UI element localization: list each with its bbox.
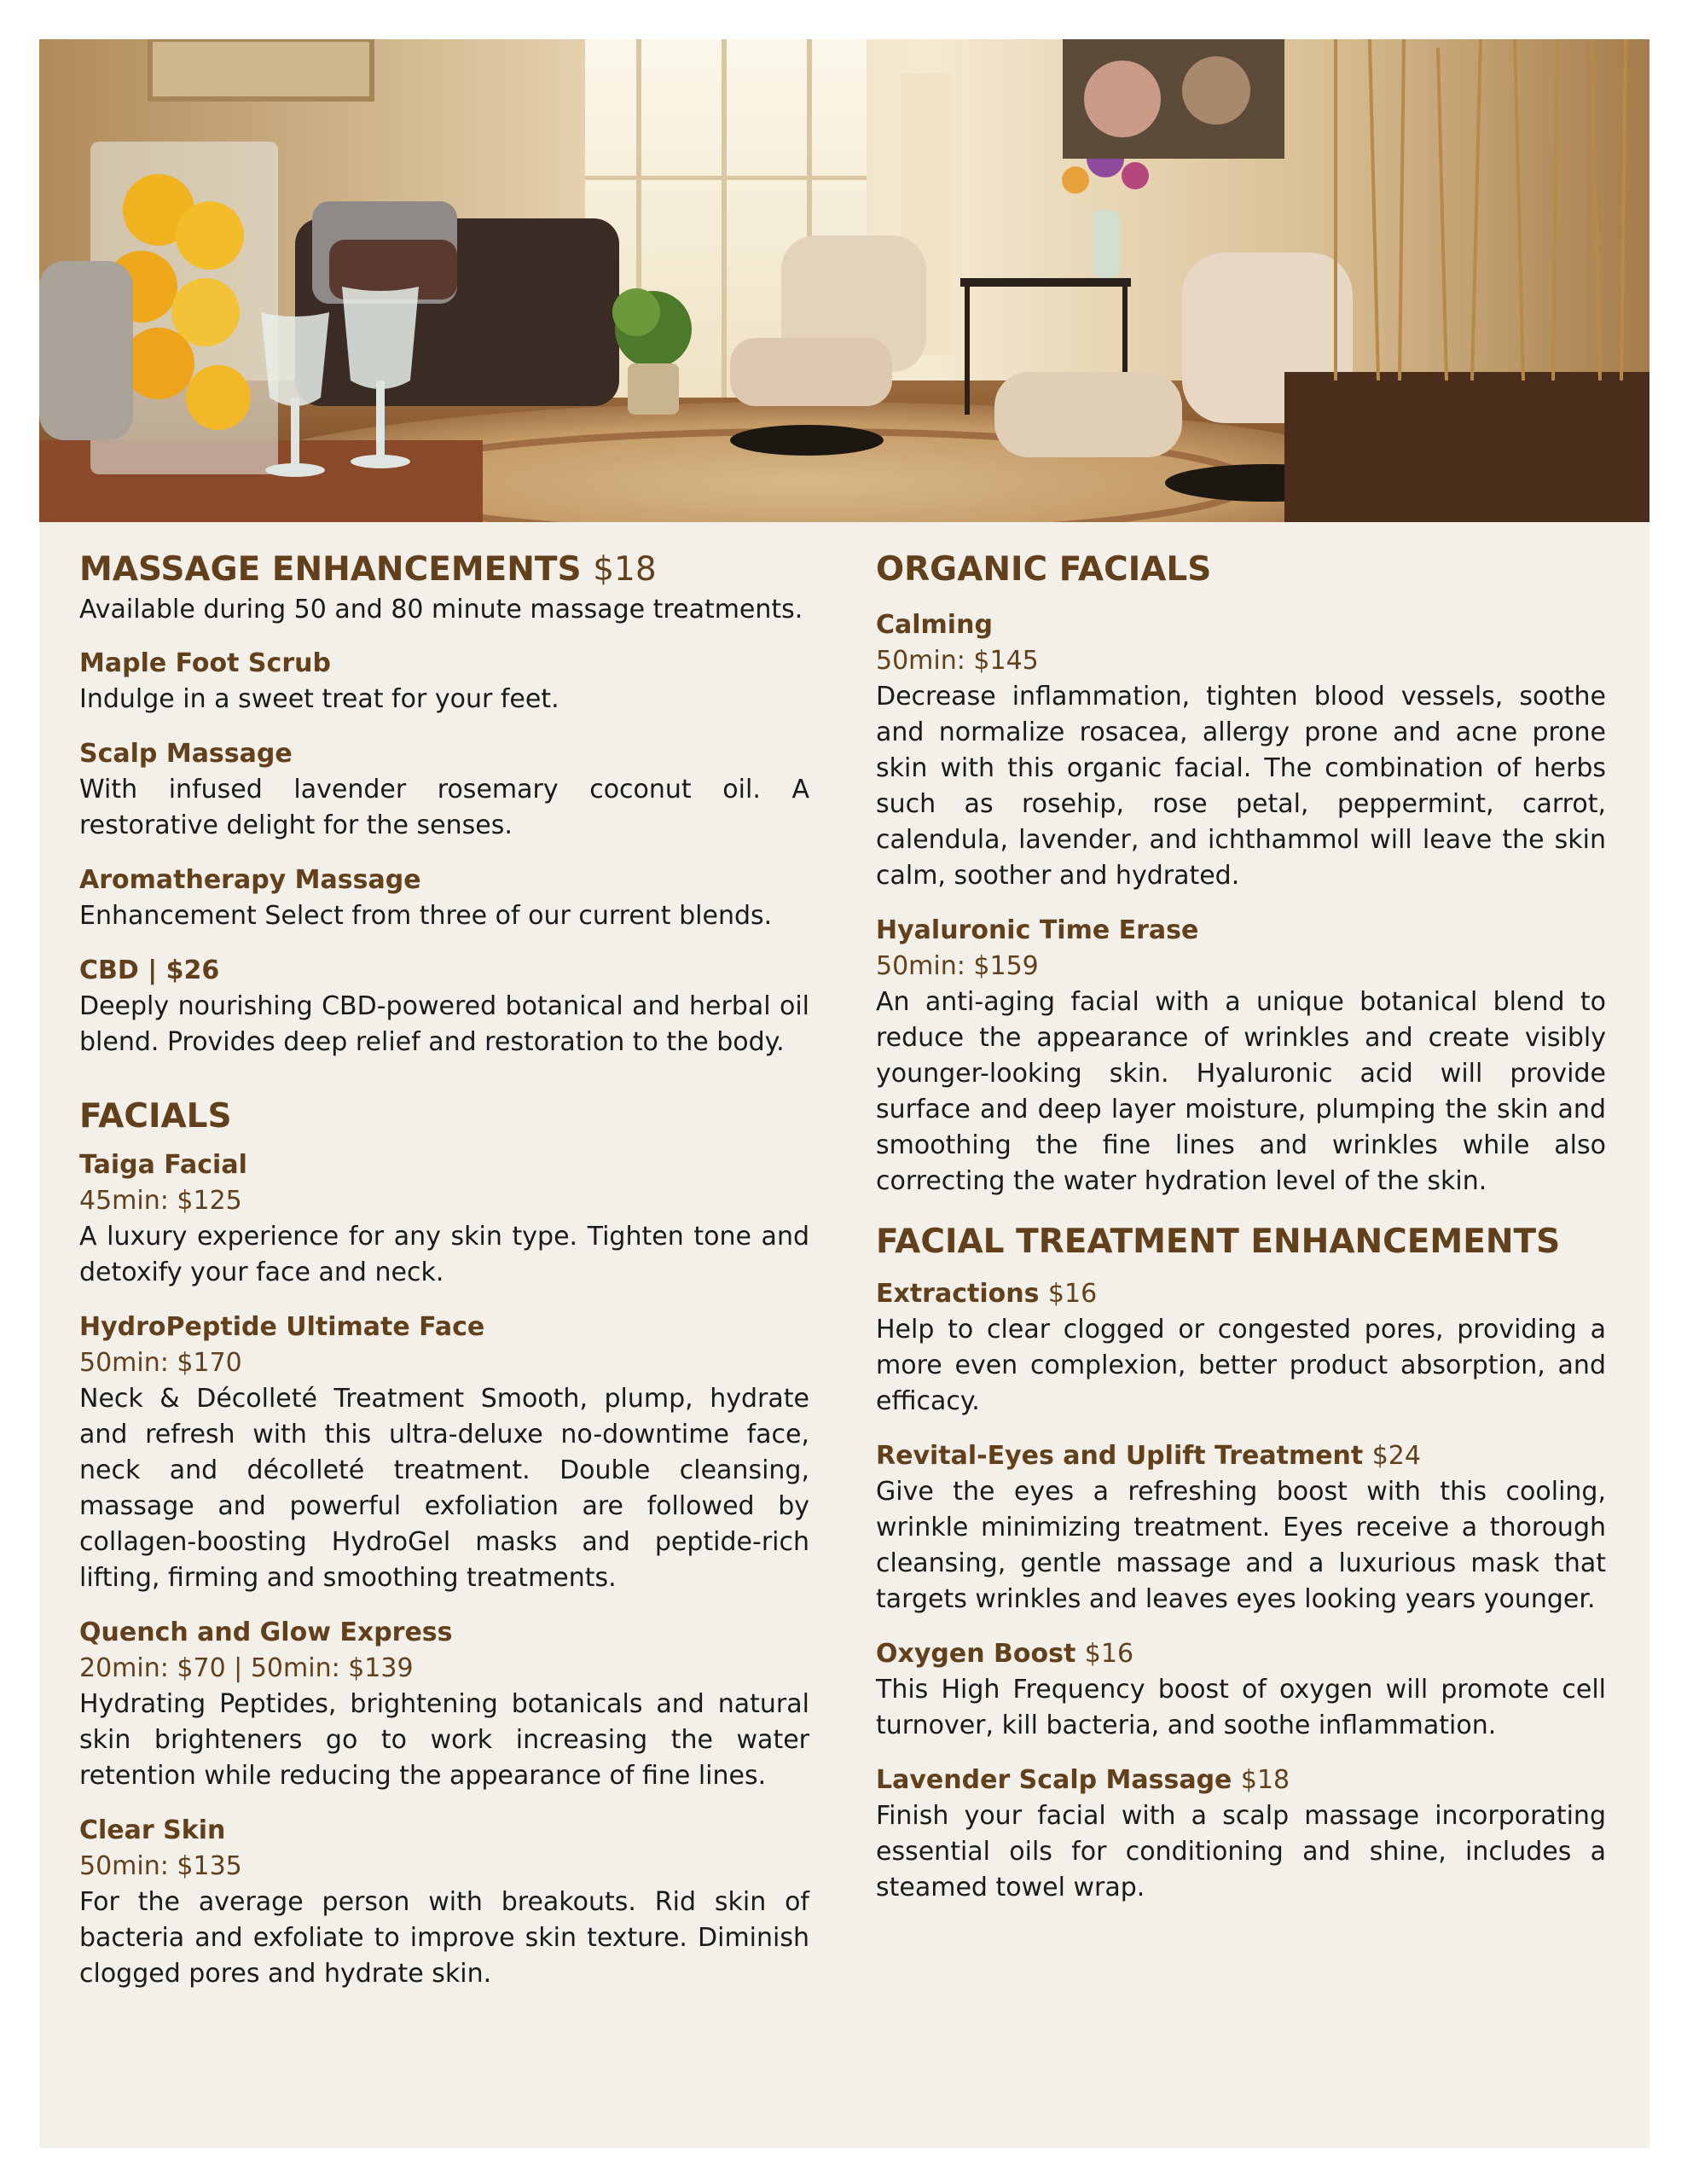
item-price: $16 — [1084, 1639, 1134, 1669]
item-name-text: Lavender Scalp Massage — [876, 1765, 1232, 1795]
item-name — [876, 1636, 1606, 1672]
item-description: Give the eyes a refreshing boost with this cooling, wrinkle minimizing treatment. Eyes receive a thorough cleansing, gentle massage and a luxurious mask that targets wrinkles and leaves eyes looking years younger. — [876, 1477, 1606, 1614]
item-description: With infused lavender rosemary coconut oil. A restorative delight for the senses. — [79, 775, 809, 840]
menu-item — [79, 863, 809, 934]
spa-lounge-photo — [39, 39, 1649, 522]
menu-item — [79, 1615, 809, 1794]
menu-item — [876, 1636, 1606, 1744]
item-name: Taiga Facial — [79, 1150, 247, 1180]
menu-page — [39, 39, 1649, 2148]
item-price: $18 — [1240, 1765, 1290, 1795]
section-price: $18 — [593, 550, 657, 589]
menu-item — [79, 1147, 809, 1291]
item-name — [876, 1763, 1606, 1798]
item-name: Maple Foot Scrub — [79, 648, 331, 678]
item-name: HydroPeptide Ultimate Face — [79, 1312, 485, 1342]
item-name: Quench and Glow Express — [79, 1618, 453, 1647]
item-description: Finish your facial with a scalp massage incorporating essential oils for conditioning and shine, includes a steamed towel wrap. — [876, 1801, 1606, 1902]
item-name — [876, 1276, 1606, 1312]
item-description: Enhancement Select from three of our current blends. — [79, 901, 773, 931]
item-description: Neck & Décolleté Treatment Smooth, plump, hydrate and refresh with this ultra-deluxe no-downtime face, neck and décolleté treatment. Double cleansing, massage and powerful exfoliation are followed by collagen-boosting HydroGel masks and peptide-rich lifting, firming and smoothing treatments. — [79, 1384, 809, 1593]
menu-item — [876, 607, 1606, 894]
item-price: $24 — [1371, 1441, 1421, 1471]
menu-item — [79, 736, 809, 844]
item-description: Deeply nourishing CBD-powered botanical and herbal oil blend. Provides deep relief and restoration to the body. — [79, 991, 809, 1057]
section-title-text: MASSAGE ENHANCEMENTS — [79, 550, 582, 589]
item-name: CBD | $26 — [79, 956, 220, 985]
facial-treatment-enhancements-title: FACIAL TREATMENT ENHANCEMENTS — [876, 1223, 1561, 1261]
item-description: An anti-aging facial with a unique botanical blend to reduce the appearance of wrinkles and create visibly younger-looking skin. Hyaluronic acid will provide surface and deep layer moisture, plumping the skin and smoothing the fine lines and wrinkles while also correcting the water hydration level of the skin. — [876, 987, 1606, 1196]
item-duration: 50min: $159 — [876, 951, 1039, 981]
item-duration: 50min: $170 — [79, 1348, 242, 1378]
menu-item — [79, 1310, 809, 1596]
item-description: A luxury experience for any skin type. Tighten tone and detoxify your face and neck. — [79, 1222, 809, 1287]
item-description: Hydrating Peptides, brightening botanicals and natural skin brighteners go to work increasing the water retention while reducing the appearance of fine lines. — [79, 1689, 809, 1791]
organic-facials-title: ORGANIC FACIALS — [876, 550, 1212, 589]
item-description: For the average person with breakouts. Rid skin of bacteria and exfoliate to improve skin texture. Diminish clogged pores and hydrate skin. — [79, 1887, 809, 1989]
menu-item — [876, 1763, 1606, 1906]
item-name-text: Oxygen Boost — [876, 1639, 1076, 1669]
item-name-text: Extractions — [876, 1279, 1040, 1309]
item-duration: 20min: $70 | 50min: $139 — [79, 1653, 414, 1683]
item-name-text: Revital-Eyes and Uplift Treatment — [876, 1441, 1364, 1471]
menu-item — [79, 953, 809, 1060]
massage-enhancements-subtitle: Available during 50 and 80 minute massage treatments. — [79, 595, 803, 624]
item-description: Decrease inflammation, tighten blood vessels, soothe and normalize rosacea, allergy prone and acne prone skin with this organic facial. The combination of herbs such as rosehip, rose petal, peppermint, carrot, calendula, lavender, and ichthammol will leave the skin calm, soother and hydrated. — [876, 682, 1606, 891]
item-price: $16 — [1047, 1279, 1098, 1309]
right-column — [876, 548, 1606, 1906]
item-name: Clear Skin — [79, 1815, 226, 1845]
item-name: Scalp Massage — [79, 739, 293, 769]
massage-enhancements-title — [79, 548, 809, 592]
spacer — [79, 1060, 809, 1095]
item-description: Help to clear clogged or congested pores, providing a more even complexion, better product absorption, and efficacy. — [876, 1315, 1606, 1416]
item-name: Hyaluronic Time Erase — [876, 915, 1199, 945]
left-column — [79, 548, 809, 1992]
item-name — [876, 1438, 1606, 1474]
menu-item — [876, 1276, 1606, 1420]
item-duration: 50min: $135 — [79, 1851, 242, 1881]
menu-item — [876, 913, 1606, 1199]
menu-item — [79, 1813, 809, 1992]
menu-item — [79, 646, 809, 717]
item-duration: 50min: $145 — [876, 646, 1039, 676]
item-duration: 45min: $125 — [79, 1186, 242, 1216]
item-description: Indulge in a sweet treat for your feet. — [79, 684, 559, 714]
item-description: This High Frequency boost of oxygen will promote cell turnover, kill bacteria, and soothe inflammation. — [876, 1675, 1606, 1740]
item-name: Aromatherapy Massage — [79, 865, 421, 895]
item-name: Calming — [876, 610, 993, 640]
photo-illustration — [39, 39, 1649, 522]
menu-item — [876, 1438, 1606, 1618]
facials-title: FACIALS — [79, 1097, 232, 1136]
